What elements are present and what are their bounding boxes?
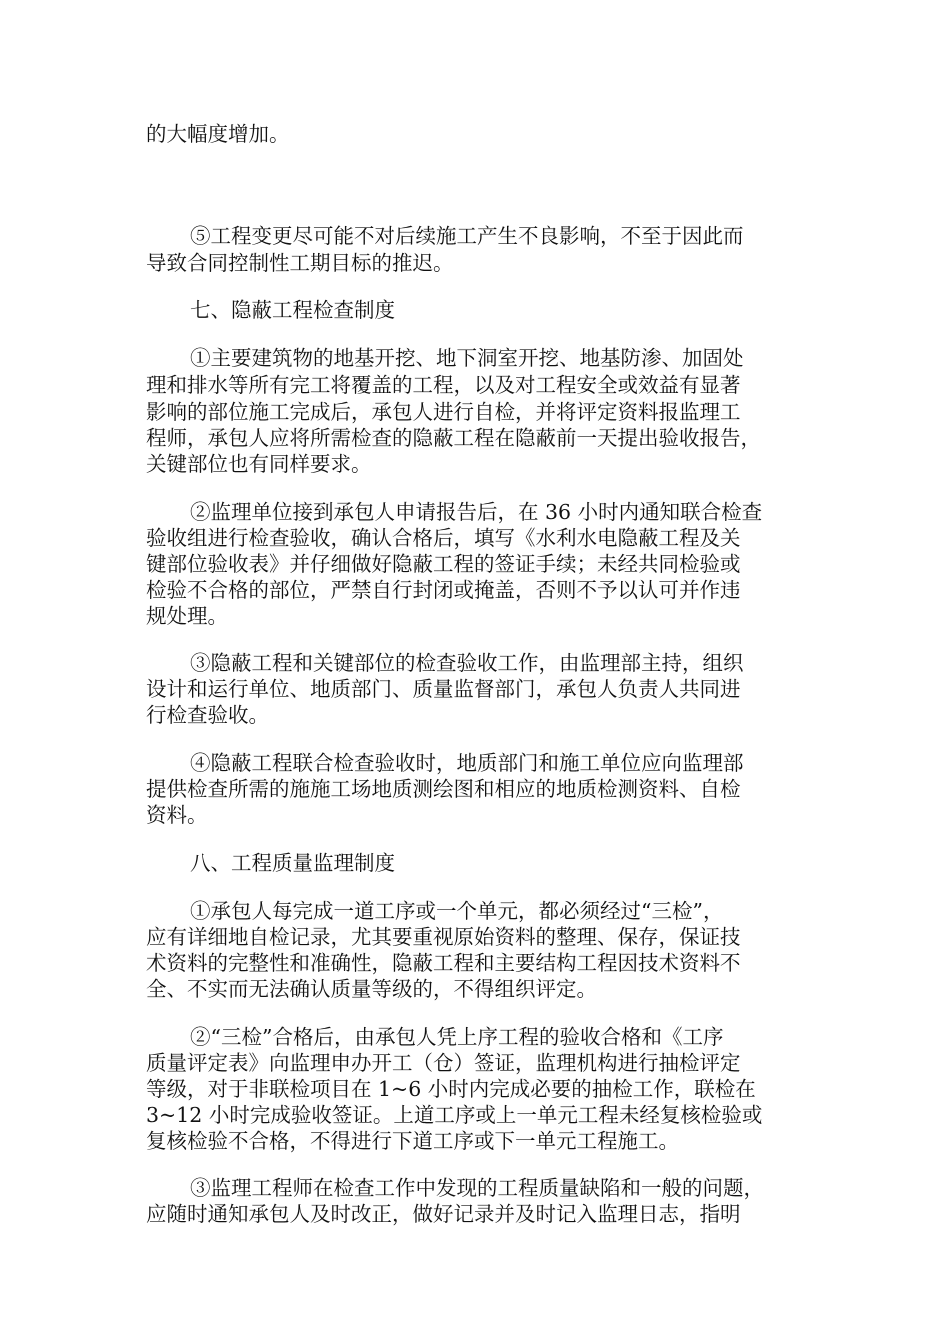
section-heading: 八、工程质量监理制度 — [190, 851, 395, 875]
paragraph-line: 全、不实而无法确认质量等级的，不得组织评定。 — [146, 977, 597, 1001]
paragraph-line: 影响的部位施工完成后，承包人进行自检，并将评定资料报监理工 — [146, 400, 741, 424]
paragraph-line: ③监理工程师在检查工作中发现的工程质量缺陷和一般的问题， — [190, 1176, 764, 1200]
section-heading: 七、隐蔽工程检查制度 — [190, 298, 395, 322]
paragraph-line: 检验不合格的部位，严禁自行封闭或掩盖，否则不予以认可并作违 — [146, 578, 741, 602]
paragraph-line: 程师，承包人应将所需检查的隐蔽工程在隐蔽前一天提出验收报告， — [146, 426, 761, 450]
paragraph-line: ③隐蔽工程和关键部位的检查验收工作，由监理部主持，组织 — [190, 651, 744, 675]
paragraph-line: 应有详细地自检记录，尤其要重视原始资料的整理、保存，保证技 — [146, 925, 741, 949]
paragraph-line: 质量评定表》向监理申办开工（仓）签证，监理机构进行抽检评定 — [146, 1051, 741, 1075]
paragraph-line: 应随时通知承包人及时改正，做好记录并及时记入监理日志，指明 — [146, 1202, 741, 1226]
paragraph-line: 导致合同控制性工期目标的推迟。 — [146, 251, 454, 275]
paragraph-line: ⑤工程变更尽可能不对后续施工产生不良影响，不至于因此而 — [190, 224, 744, 248]
paragraph-line: 理和排水等所有完工将覆盖的工程，以及对工程安全或效益有显著 — [146, 373, 741, 397]
paragraph-line: 行检查验收。 — [146, 703, 269, 727]
paragraph-line: 规处理。 — [146, 604, 228, 628]
paragraph-line: 等级，对于非联检项目在 1~6 小时内完成必要的抽检工作，联检在 — [146, 1077, 756, 1101]
paragraph-line: ①承包人每完成一道工序或一个单元，都必须经过“三检”， — [190, 899, 724, 923]
paragraph-line: ②监理单位接到承包人申请报告后，在 36 小时内通知联合检查 — [190, 500, 763, 524]
paragraph-line: 键部位验收表》并仔细做好隐蔽工程的签证手续；未经共同检验或 — [146, 552, 741, 576]
paragraph-line: 关键部位也有同样要求。 — [146, 452, 372, 476]
paragraph-line: ②“三检”合格后，由承包人凭上序工程的验收合格和《工序 — [190, 1025, 724, 1049]
paragraph-line: 的大幅度增加。 — [146, 122, 290, 146]
paragraph-line: 设计和运行单位、地质部门、质量监督部门，承包人负责人共同进 — [146, 677, 741, 701]
paragraph-line: ①主要建筑物的地基开挖、地下洞室开挖、地基防渗、加固处 — [190, 346, 744, 370]
paragraph-line: 复核检验不合格，不得进行下道工序或下一单元工程施工。 — [146, 1129, 679, 1153]
paragraph-line: ④隐蔽工程联合检查验收时，地质部门和施工单位应向监理部 — [190, 751, 744, 775]
paragraph-line: 3~12 小时完成验收签证。上道工序或上一单元工程未经复核检验或 — [146, 1103, 763, 1127]
paragraph-line: 验收组进行检查验收，确认合格后，填写《水利水电隐蔽工程及关 — [146, 526, 741, 550]
paragraph-line: 术资料的完整性和准确性，隐蔽工程和主要结构工程因技术资料不 — [146, 951, 741, 975]
paragraph-line: 提供检查所需的施施工场地质测绘图和相应的地质检测资料、自检 — [146, 777, 741, 801]
paragraph-line: 资料。 — [146, 803, 208, 827]
